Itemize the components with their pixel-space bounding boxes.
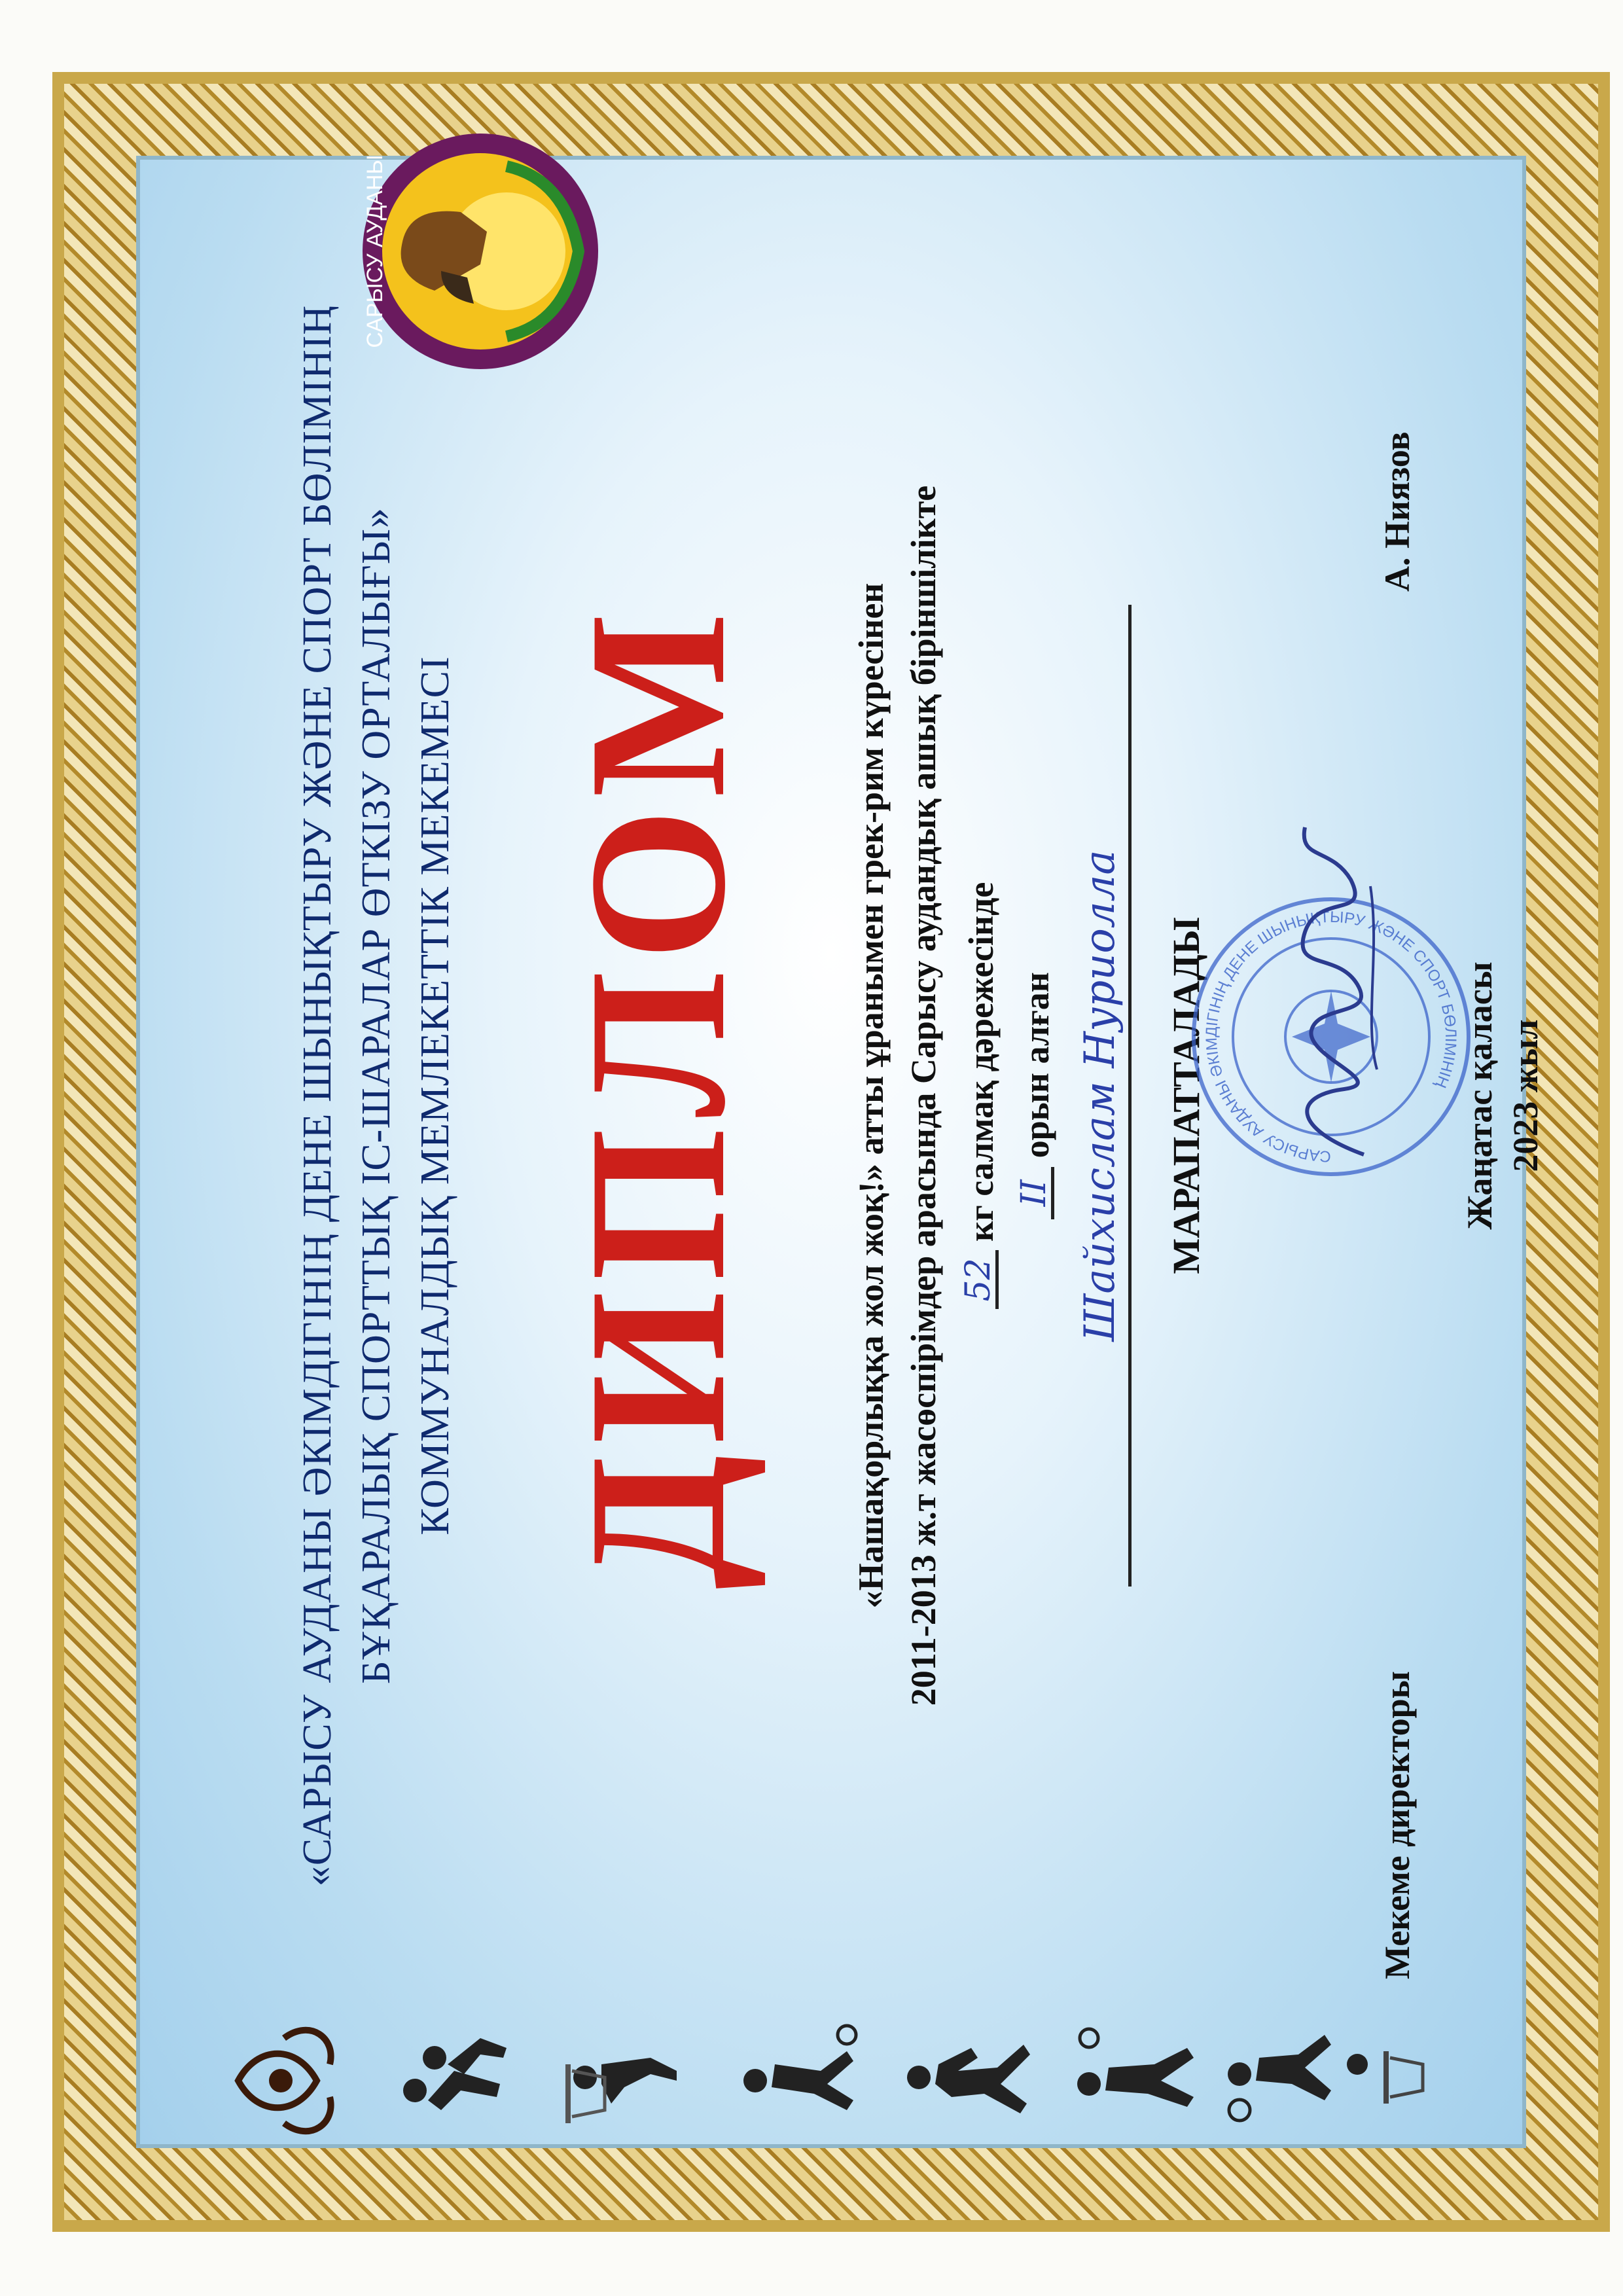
volleyball-player-icon — [1228, 2035, 1331, 2121]
rotated-content — [140, 16, 1554, 2176]
director-signature — [1266, 814, 1410, 1168]
header-line-1: «САРЫСУ АУДАНЫ ӘКІМДІГІНІҢ ДЕНЕ ШЫНЫҚТЫРУ ЖӘНЕ СПОРТ БӨЛІМІНІҢ — [295, 304, 340, 1887]
director-name: А. Ниязов — [1378, 431, 1417, 592]
seal-text: САРЫСУ АУДАНЫ ӘКІМДІГІНІҢ ДЕНЕ ШЫНЫҚТЫРУ ЖӘНЕ СПОРТ БӨЛІМІНІҢ — [1202, 908, 1460, 1166]
place-value: II — [1017, 1167, 1054, 1219]
weight-row — [961, 16, 999, 2176]
weight-value: 52 — [961, 1250, 999, 1309]
awarded-text: МАРАПАТТАЛАДЫ — [1165, 917, 1207, 1274]
sports-strip — [219, 1999, 1462, 2162]
city: Жаңатас қаласы — [1460, 961, 1499, 1230]
header-line-2: БҰҚАРАЛЫҚ СПОРТТЫҚ ІС-ШАРАЛАР ӨТКІЗУ ОРТАЛЫҒЫ» — [354, 507, 399, 1684]
director-label: Мекеме директоры — [1378, 1671, 1417, 1979]
header-line-3: КОММУНАЛДЫҚ МЕМЛЕКЕТТІК МЕКЕМЕСІ — [413, 656, 457, 1535]
soccer-player-icon — [743, 2026, 856, 2110]
body-line-2: 2011-2013 ж.т жасөспірімдер арасында Сарысу аудандық ашық біріншілікте — [904, 485, 943, 1706]
body-line-1: «Нашақорлыққа жол жоқ!» атты ұранымен грек-рим күресінен — [851, 583, 891, 1609]
place-row — [1014, 16, 1056, 2176]
recipient-name: Шайхислам Нуриолла — [1076, 605, 1132, 1587]
place-label: орын алған — [1017, 972, 1056, 1158]
page-title: ДИПЛОМ — [548, 601, 766, 1590]
weight-label: кг салмақ дәрежесінде — [961, 882, 1001, 1242]
emblem-text: САРЫСУ АУДАНЫ — [363, 154, 387, 348]
certificate-border — [52, 72, 1610, 2232]
recipient-row — [1076, 16, 1132, 2176]
year: 2023 жыл — [1506, 1019, 1545, 1172]
certificate-panel — [136, 154, 1545, 2148]
basketball-hoop-icon — [1347, 2051, 1423, 2104]
